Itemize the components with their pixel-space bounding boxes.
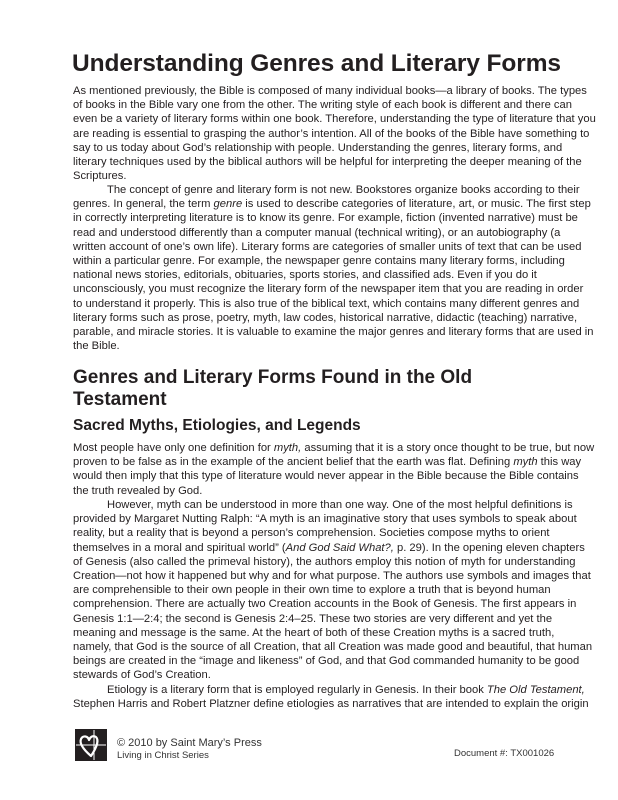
text-line: literary forms such as prose, poetry, myth, law codes, historical narrative, didactic (teaching) narrative, — [73, 311, 578, 324]
section-heading — [73, 367, 472, 411]
text-line: the Bible. — [73, 340, 120, 353]
heading-line: Testament — [73, 389, 167, 410]
text-line: within a particular genre. For example, the newspaper genre contains many literary forms, including — [73, 255, 565, 268]
text-line: would then imply that this type of literature would never appear in the Bible because the Bible contains — [73, 470, 579, 483]
text-run: assuming that it is a story once thought to be true, but now — [301, 442, 595, 454]
italic-book-title: And God Said What?, — [285, 541, 394, 554]
document-number: Document #: TX001026 — [454, 748, 555, 759]
text-line: The concept of genre and literary form is not new. Bookstores organize books according to their — [107, 184, 580, 196]
text-line: literary techniques used by the biblical authors will be helpful for interpreting the deeper meaning of the — [73, 156, 582, 169]
text-line: say to us today about God’s relationship with people. Understanding the genres, literary forms, and — [73, 141, 563, 154]
text-run: Most people have only one definition for — [73, 442, 274, 454]
italic-term: genre — [213, 198, 243, 211]
italic-term: myth — [513, 456, 538, 469]
text-line: meaning and message is the same. At the heart of both of these Creation myths is a sacred truth, — [73, 626, 555, 639]
text-run: this way — [537, 456, 582, 469]
text-line: reality, but a reality that is beyond a person’s comprehension. Societies compose myths to orient — [73, 527, 550, 540]
text-run: themselves in a moral and spiritual world” ( — [73, 541, 286, 554]
text-line: stewards of God’s Creation. — [73, 669, 211, 682]
text-line — [73, 541, 585, 555]
text-line — [73, 683, 585, 697]
myth-ralph-paragraph — [73, 498, 593, 683]
text-line: However, myth can be understood in more than one way. One of the most helpful definitions is — [107, 499, 573, 511]
text-line: parable, and miracle stories. It is valuable to examine the major genres and literary forms that are used in — [73, 326, 594, 339]
heading-line: Genres and Literary Forms Found in the Old — [73, 367, 473, 388]
heart-cross-logo-icon — [75, 729, 107, 761]
footer-credits — [117, 737, 262, 762]
text-line: written account of one’s own life). Literary forms are categories of smaller units of text that can be used — [73, 240, 582, 253]
myth-definition-paragraph — [73, 441, 595, 498]
text-line: to understand it properly. This is also true of the biblical text, which contains many different genres and — [73, 297, 580, 310]
text-line: read and understood differently than a computer manual (technical writing), or an autobiography (a — [73, 226, 561, 239]
text-line: unconsciously, you must recognize the literary form of the newspaper item that you are reading in order — [73, 283, 584, 296]
text-line: Scriptures. — [73, 170, 127, 183]
intro-paragraph — [73, 84, 596, 183]
copyright-text: © 2010 by Saint Mary’s Press — [117, 737, 262, 749]
text-run: is used to describe categories of literature, art, or music. The first step — [242, 198, 591, 211]
text-line: comprehension. There are actually two Creation accounts in the Book of Genesis. The first appears in — [73, 598, 577, 611]
text-line: Creation—not how it happened but why and for what purpose. The authors use symbols and images that — [73, 570, 591, 583]
text-line: Genesis 1:1—2:4; the second is Genesis 2:4–25. These two stories are very different and yet the — [73, 612, 553, 625]
text-line: are comprehensible to their own people in their own time to explore a truth that is beyond human — [73, 584, 551, 597]
text-line: beings are created in the “image and likeness” of God, and that God commanded humanity to be good — [73, 655, 580, 668]
text-line: provided by Margaret Nutting Ralph: “A myth is an imaginative story that uses symbols to speak about — [73, 513, 577, 526]
text-run: proven to be false as in the example of the ancient belief that the earth was flat. Defining — [73, 456, 514, 469]
series-name: Living in Christ Series — [117, 750, 209, 761]
text-line — [73, 455, 582, 469]
text-line: namely, that God is the source of all Creation, that all Creation was made good and beautiful, that human — [73, 641, 593, 654]
text-line: of books in the Bible vary one from the other. The writing style of each book is different and there can — [73, 99, 572, 112]
italic-term: myth, — [273, 442, 302, 454]
text-line: Stephen Harris and Robert Platzner define etiologies as narratives that are intended to explain the origin — [73, 698, 589, 711]
text-run: p. 29). In the opening eleven chapters — [393, 541, 585, 554]
page-title: Understanding Genres and Literary Forms — [72, 50, 561, 77]
text-line — [73, 197, 591, 211]
text-line: the truth revealed by God. — [73, 484, 203, 497]
publisher-logo-icon — [75, 729, 107, 761]
subsection-heading: Sacred Myths, Etiologies, and Legends — [73, 417, 361, 434]
concept-paragraph — [73, 183, 594, 353]
text-run: Etiology is a literary form that is employed regularly in Genesis. In their book — [107, 684, 487, 696]
italic-book-title: The Old Testament, — [486, 684, 585, 696]
text-line: As mentioned previously, the Bible is composed of many individual books—a library of books. The types — [73, 85, 587, 97]
etiology-paragraph — [73, 683, 589, 711]
text-line: in correctly interpreting literature is to know its genre. For example, fiction (invented narrative) must be — [73, 212, 578, 225]
text-line: of Genesis (also called the primeval history), the authors employ this notion of myth for understanding — [73, 555, 576, 568]
text-line: are reading is essential to grasping the author’s intention. All of the books of the Bible have something to — [73, 127, 590, 140]
text-line: national news stories, editorials, obituaries, sports stories, and classified ads. Even if you do it — [73, 269, 537, 282]
text-run: genres. In general, the term — [73, 198, 214, 211]
text-line — [73, 441, 595, 455]
text-line: even be a variety of literary forms within one book. Therefore, understanding the type of literature that you — [73, 113, 596, 126]
